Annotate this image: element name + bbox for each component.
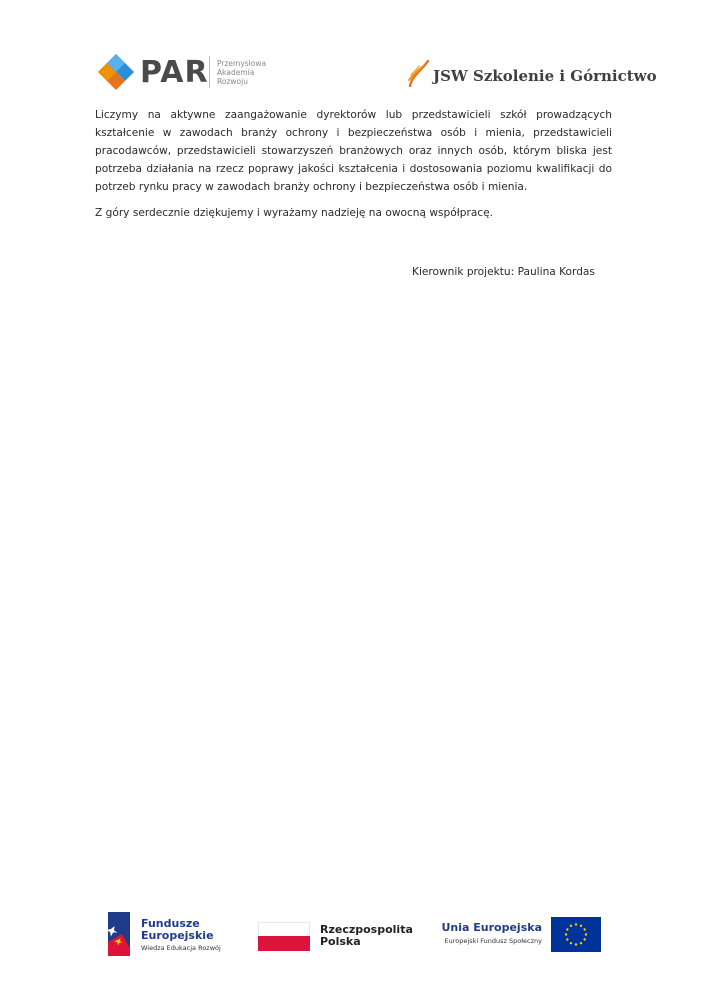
unia-subtitle: Europejski Fundusz Społeczny (444, 937, 542, 945)
fundusze-europejskie-logo (108, 912, 243, 958)
fundusze-star-icon (108, 912, 136, 956)
body-paragraph: Z góry serdecznie dziękujemy i wyrażamy nadzieję na owocną współpracę. (95, 207, 494, 219)
eu-star (583, 928, 585, 930)
jsw-flame-icon (406, 58, 432, 88)
par-subtitle-line: Akademia (217, 68, 255, 77)
letter-body (95, 106, 612, 222)
eu-star (585, 933, 587, 935)
par-subtitle-line: Rozwoju (217, 77, 248, 86)
eu-flag-icon (551, 917, 601, 952)
eu-star (566, 928, 568, 930)
eu-star (583, 938, 585, 940)
fundusze-title-line: Fundusze (141, 917, 200, 930)
par-logo-subtitle (217, 59, 266, 86)
fundusze-title (141, 918, 214, 942)
jsw-logo (406, 58, 657, 90)
unia-europejska-logo (434, 917, 604, 955)
eu-star (570, 925, 572, 927)
eu-star (575, 923, 577, 925)
body-paragraph: Liczymy na aktywne zaangażowanie dyrektorów lub przedstawicieli szkół prowadzących kształcenie w zawodach branży ochrony i bezpieczeństwa osób i mienia, przedstawicieli pracodawców, przedstawicieli stowarzyszeń branżowych oraz innych osób, którym bliska jest potrzeba działania na rzecz poprawy jakości kształcenia i dostosowania poziomu kwalifikacji do potrzeb rynku pracy w zawodach branży ochrony i bezpieczeństwa osób i mienia. (95, 109, 612, 193)
par-logo-icon (96, 52, 136, 92)
fundusze-title-line: Europejskie (141, 929, 214, 942)
fundusze-subtitle: Wiedza Edukacja Rozwój (141, 944, 221, 952)
rzeczpospolita-polska-logo (258, 922, 418, 954)
rzeczpospolita-title-line: Polska (320, 935, 361, 948)
rzeczpospolita-title (320, 924, 413, 948)
rzeczpospolita-title-line: Rzeczpospolita (320, 923, 413, 936)
eu-star (580, 925, 582, 927)
polish-flag-red (258, 936, 310, 951)
jsw-logo-name: JSW Szkolenie i Górnictwo (433, 67, 657, 85)
eu-star (570, 942, 572, 944)
signature-line: Kierownik projektu: Paulina Kordas (412, 266, 595, 278)
polish-flag-white (258, 922, 310, 936)
eu-star (580, 942, 582, 944)
par-logo-divider (209, 56, 210, 88)
par-subtitle-line: Przemysłowa (217, 59, 267, 68)
par-logo-name: PAR (140, 55, 209, 90)
unia-title: Unia Europejska (441, 921, 542, 934)
eu-star (565, 933, 567, 935)
eu-star (575, 943, 577, 945)
eu-stars-icon (551, 917, 601, 952)
par-logo (96, 52, 286, 92)
eu-star (566, 938, 568, 940)
